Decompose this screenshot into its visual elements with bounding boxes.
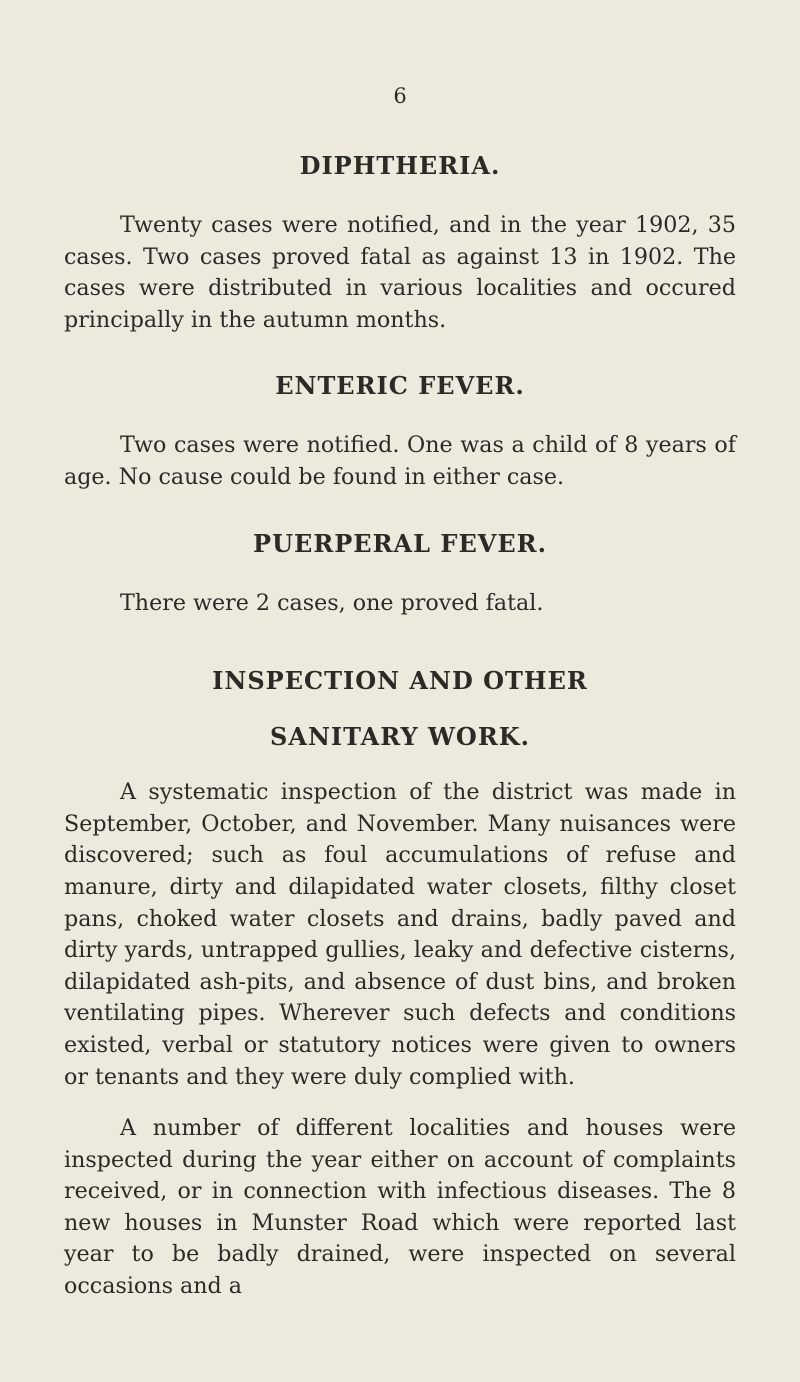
section-heading-diphtheria: DIPHTHERIA. <box>299 151 501 180</box>
section-enteric-fever <box>64 368 736 493</box>
paragraph-diphtheria: Twenty cases were notified, and in the year 1902, 35 cases. Two cases proved fatal as against 13 in 1902. The cases were distributed in various localities and occured principally in the autumn months. <box>64 212 736 333</box>
section-heading-puerperal-fever: PUERPERAL FEVER. <box>253 528 547 558</box>
paragraph-puerperal-fever: There were 2 cases, one proved fatal. <box>120 589 544 616</box>
section-puerperal-fever <box>64 526 736 620</box>
section-heading-inspection-line1: INSPECTION AND OTHER <box>212 666 588 696</box>
section-heading-inspection <box>64 653 736 765</box>
paragraph-inspection-1: A systematic inspection of the district was made in September, October, and November. Many nuisances were discovered; such as foul accumulations of refuse and manure, dirty and dilapidated water closets, filthy closet pans, choked water closets and drains, badly paved and dirty yards, untrapped gullies, leaky and defective cisterns, dilapidated ash-pits, and absence of dust bins, and broken ventilating pipes. Wherever such defects and conditions existed, verbal or statutory notices were given to owners or tenants and they were duly complied with. <box>64 779 736 1090</box>
section-inspection <box>64 653 736 1303</box>
paragraph-inspection-2: A number of different localities and houses were inspected during the year either on account of complaints received, or in connection with infectious diseases. The 8 new houses in Munster Road which were reported last year to be badly drained, were inspected on several occasions and a <box>64 1115 736 1300</box>
section-diphtheria <box>64 148 736 336</box>
section-heading-inspection-line2: SANITARY WORK. <box>270 722 530 752</box>
paragraph-enteric-fever: Two cases were notified. One was a child of 8 years of age. No cause could be found in either case. <box>64 432 736 490</box>
section-heading-enteric-fever: ENTERIC FEVER. <box>275 371 525 401</box>
page-number: 6 <box>393 84 407 108</box>
